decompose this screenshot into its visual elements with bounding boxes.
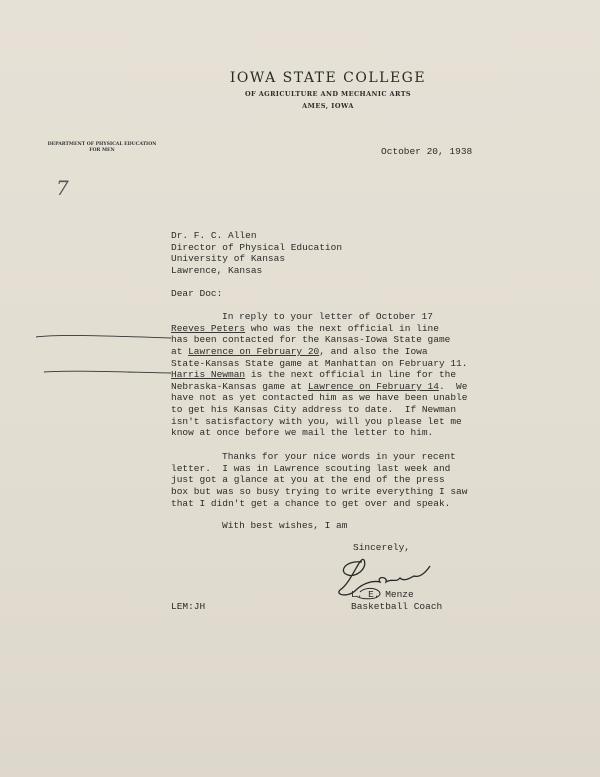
underlined-text: Reeves Peters [171, 322, 246, 334]
recipient-line: Dr. F. C. Allen [171, 230, 257, 241]
underlined-text: Harris Newman [171, 369, 246, 381]
line-text: , and also the Iowa [319, 345, 428, 357]
line-text: . We [438, 380, 468, 392]
valediction: Sincerely, [353, 542, 411, 553]
underlined-text: Lawrence on February 20 [188, 345, 320, 357]
handwritten-mark: 7 [56, 176, 69, 200]
letterhead-city: AMES, IOWA [302, 102, 354, 110]
recipient-line: Director of Physical Education [171, 241, 343, 253]
letterhead-subtitle: OF AGRICULTURE AND MECHANIC ARTS [244, 90, 412, 98]
line-text: isn't satisfactory with you, will you please let me [171, 415, 462, 427]
letterhead-title: IOWA STATE COLLEGE [229, 70, 427, 86]
line-text: Nebraska-Kansas game at [171, 380, 308, 392]
salutation-text: Dear Doc: [171, 288, 223, 299]
line-text: In reply to your letter of October 17 [222, 311, 433, 322]
line-text: at [171, 345, 189, 357]
line-text: State-Kansas State game at Manhattan on February 11. [171, 357, 468, 369]
signer-name: L. E. Menze [351, 589, 414, 600]
line-text: know at once before we mail the letter to him. [171, 427, 434, 439]
line-text: has been contacted for the Kansas-Iowa State game [171, 334, 451, 346]
paragraph-line: Thanks for your nice words in your recent [222, 451, 456, 462]
department-line-1: DEPARTMENT OF PHYSICAL EDUCATION [47, 142, 157, 147]
line-text: have not as yet contacted him as we have been unable [171, 392, 468, 404]
department-line-2: FOR MEN [89, 148, 115, 153]
reference-initials: LEM:JH [171, 601, 206, 612]
line-text: who was the next official in line [245, 322, 439, 334]
letter-date: October 20, 1938 [381, 146, 473, 157]
line-text: to get his Kansas City address to date. If Newman [171, 404, 457, 416]
signer-title: Basketball Coach [351, 601, 443, 612]
closing-line: With best wishes, I am [222, 520, 348, 531]
recipient-line: Lawrence, Kansas [171, 264, 263, 276]
line-text: is the next official in line for the [245, 369, 457, 381]
recipient-line: University of Kansas [171, 253, 286, 265]
paragraph-line: letter. I was in Lawrence scouting last week and [171, 462, 451, 474]
paragraph-line: just got a glance at you at the end of the press [171, 474, 445, 486]
paragraph-line: that I didn't get a chance to get over and speak. [171, 497, 451, 509]
underlined-text: Lawrence on February 14 [307, 380, 439, 392]
paragraph-line: box but was so busy trying to write everything I saw [171, 485, 468, 497]
